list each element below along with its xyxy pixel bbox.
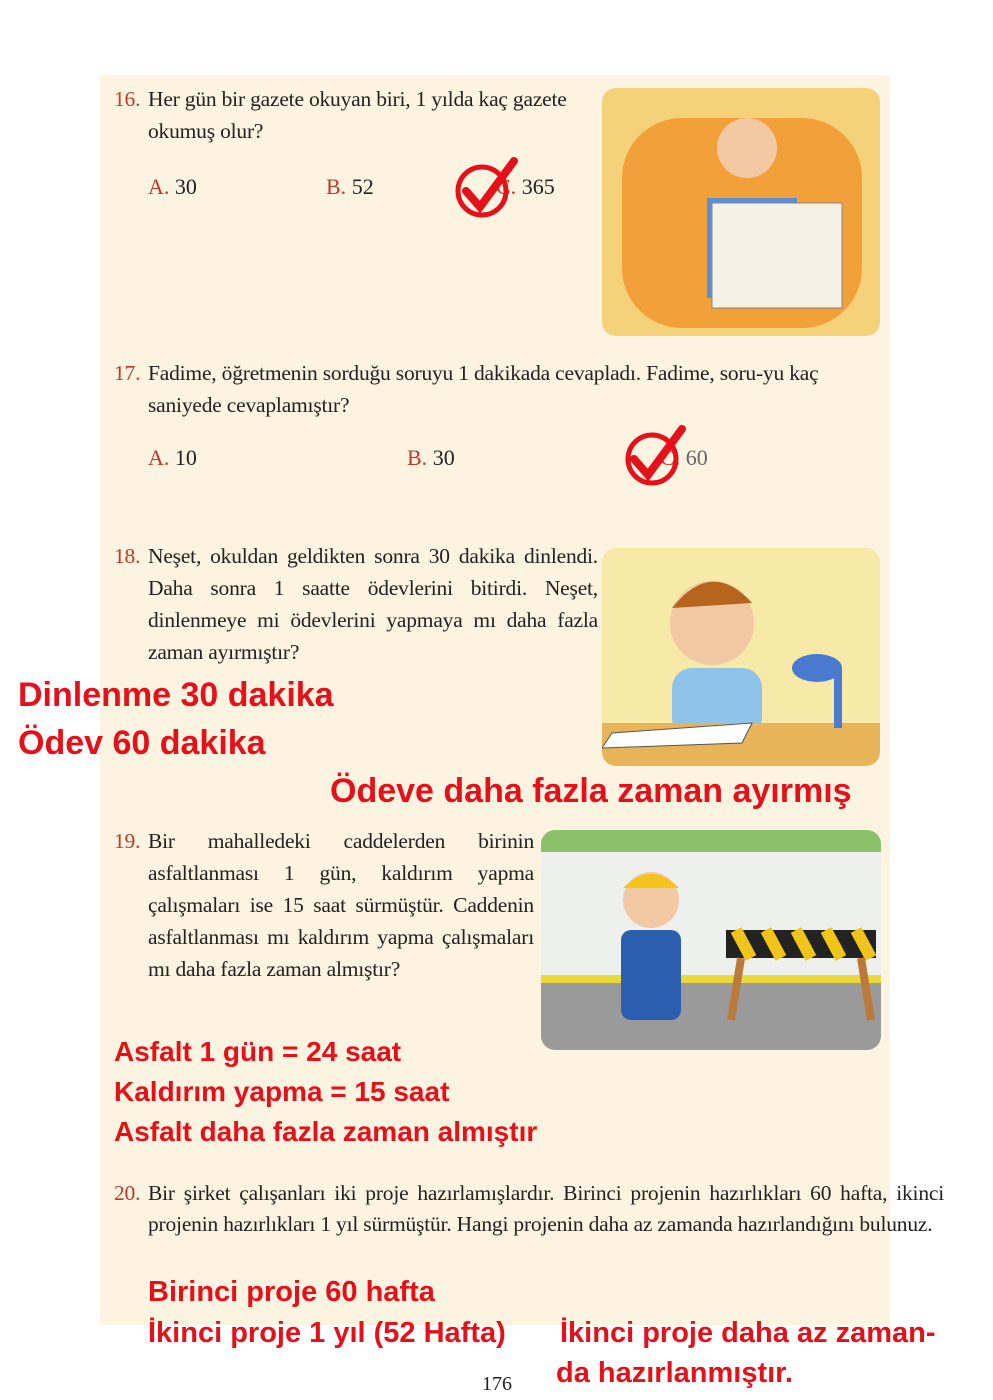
checkmark-icon (620, 423, 690, 487)
annotation-q18-rest: Dinlenme 30 dakika (18, 676, 334, 714)
road-worker-icon (541, 830, 881, 1050)
annotation-q19-sidewalk: Kaldırım yapma = 15 saat (114, 1076, 450, 1107)
option-c: C. 60 (660, 445, 708, 470)
question-number: 17. (114, 361, 141, 385)
question-17 (114, 357, 894, 421)
question-text: Bir mahalledeki caddelerden birinin asfaltlanması 1 gün, kaldırım yapma çalışmaları ise 15 saat sürmüştür. Caddenin asfaltlanması mı kaldırım yapma çalışmaları mı daha fazla zaman almıştır? (148, 829, 534, 981)
question-number: 20. (114, 1181, 141, 1205)
annotation-q20-answer-line1: İkinci proje daha az zaman- (560, 1317, 936, 1349)
option-c: C. 365 (496, 174, 555, 199)
illustration-road-worker (541, 830, 881, 1050)
question-18 (114, 540, 598, 668)
option-a: A. 30 (148, 174, 197, 199)
question-number: 18. (114, 544, 141, 568)
annotation-q19-asphalt: Asfalt 1 gün = 24 saat (114, 1036, 402, 1067)
question-19 (114, 825, 534, 985)
page-number: 176 (482, 1373, 512, 1395)
question-text: Neşet, okuldan geldikten sonra 30 dakika dinlendi. Daha sonra 1 saatte ödevlerini bitirdi. Neşet, dinlenmeye mi ödevlerini yapmaya mı daha fazla zaman ayırmıştır? (148, 544, 598, 664)
question-text: Bir şirket çalışanları iki proje hazırlamışlardır. Birinci projenin hazırlıkları 60 hafta, ikinci projenin hazırlıkları 1 yıl sürmüştür. Hangi projenin daha az zamanda hazırlandığını bulunuz. (148, 1181, 944, 1236)
illustration-boy-doing-homework (602, 548, 880, 766)
annotation-q20-first: Birinci proje 60 hafta (148, 1276, 435, 1308)
question-16 (114, 83, 594, 147)
boy-studying-icon (602, 548, 880, 766)
annotation-q20-second: İkinci proje 1 yıl (52 Hafta) (148, 1317, 506, 1349)
annotation-q18-homework: Ödev 60 dakika (18, 724, 266, 762)
option-b: B. 52 (326, 174, 374, 199)
annotation-q18-answer: Ödeve daha fazla zaman ayırmış (330, 772, 852, 810)
question-number: 16. (114, 87, 141, 111)
annotation-q20-answer-line2: da hazırlanmıştır. (556, 1357, 793, 1389)
option-b: B. 30 (407, 445, 455, 470)
question-text: Her gün bir gazete okuyan biri, 1 yılda kaç gazete okumuş olur? (148, 87, 567, 143)
question-number: 19. (114, 829, 141, 853)
checkmark-icon (454, 155, 520, 219)
question-text: Fadime, öğretmenin sorduğu soruyu 1 dakikada cevapladı. Fadime, soru-yu kaç saniyede cevaplamıştır? (148, 361, 819, 417)
illustration-man-reading-newspaper (602, 88, 880, 336)
man-reading-icon (602, 88, 880, 336)
option-a: A. 10 (148, 445, 197, 470)
annotation-q19-answer: Asfalt daha fazla zaman almıştır (114, 1116, 538, 1147)
question-20 (114, 1178, 944, 1240)
